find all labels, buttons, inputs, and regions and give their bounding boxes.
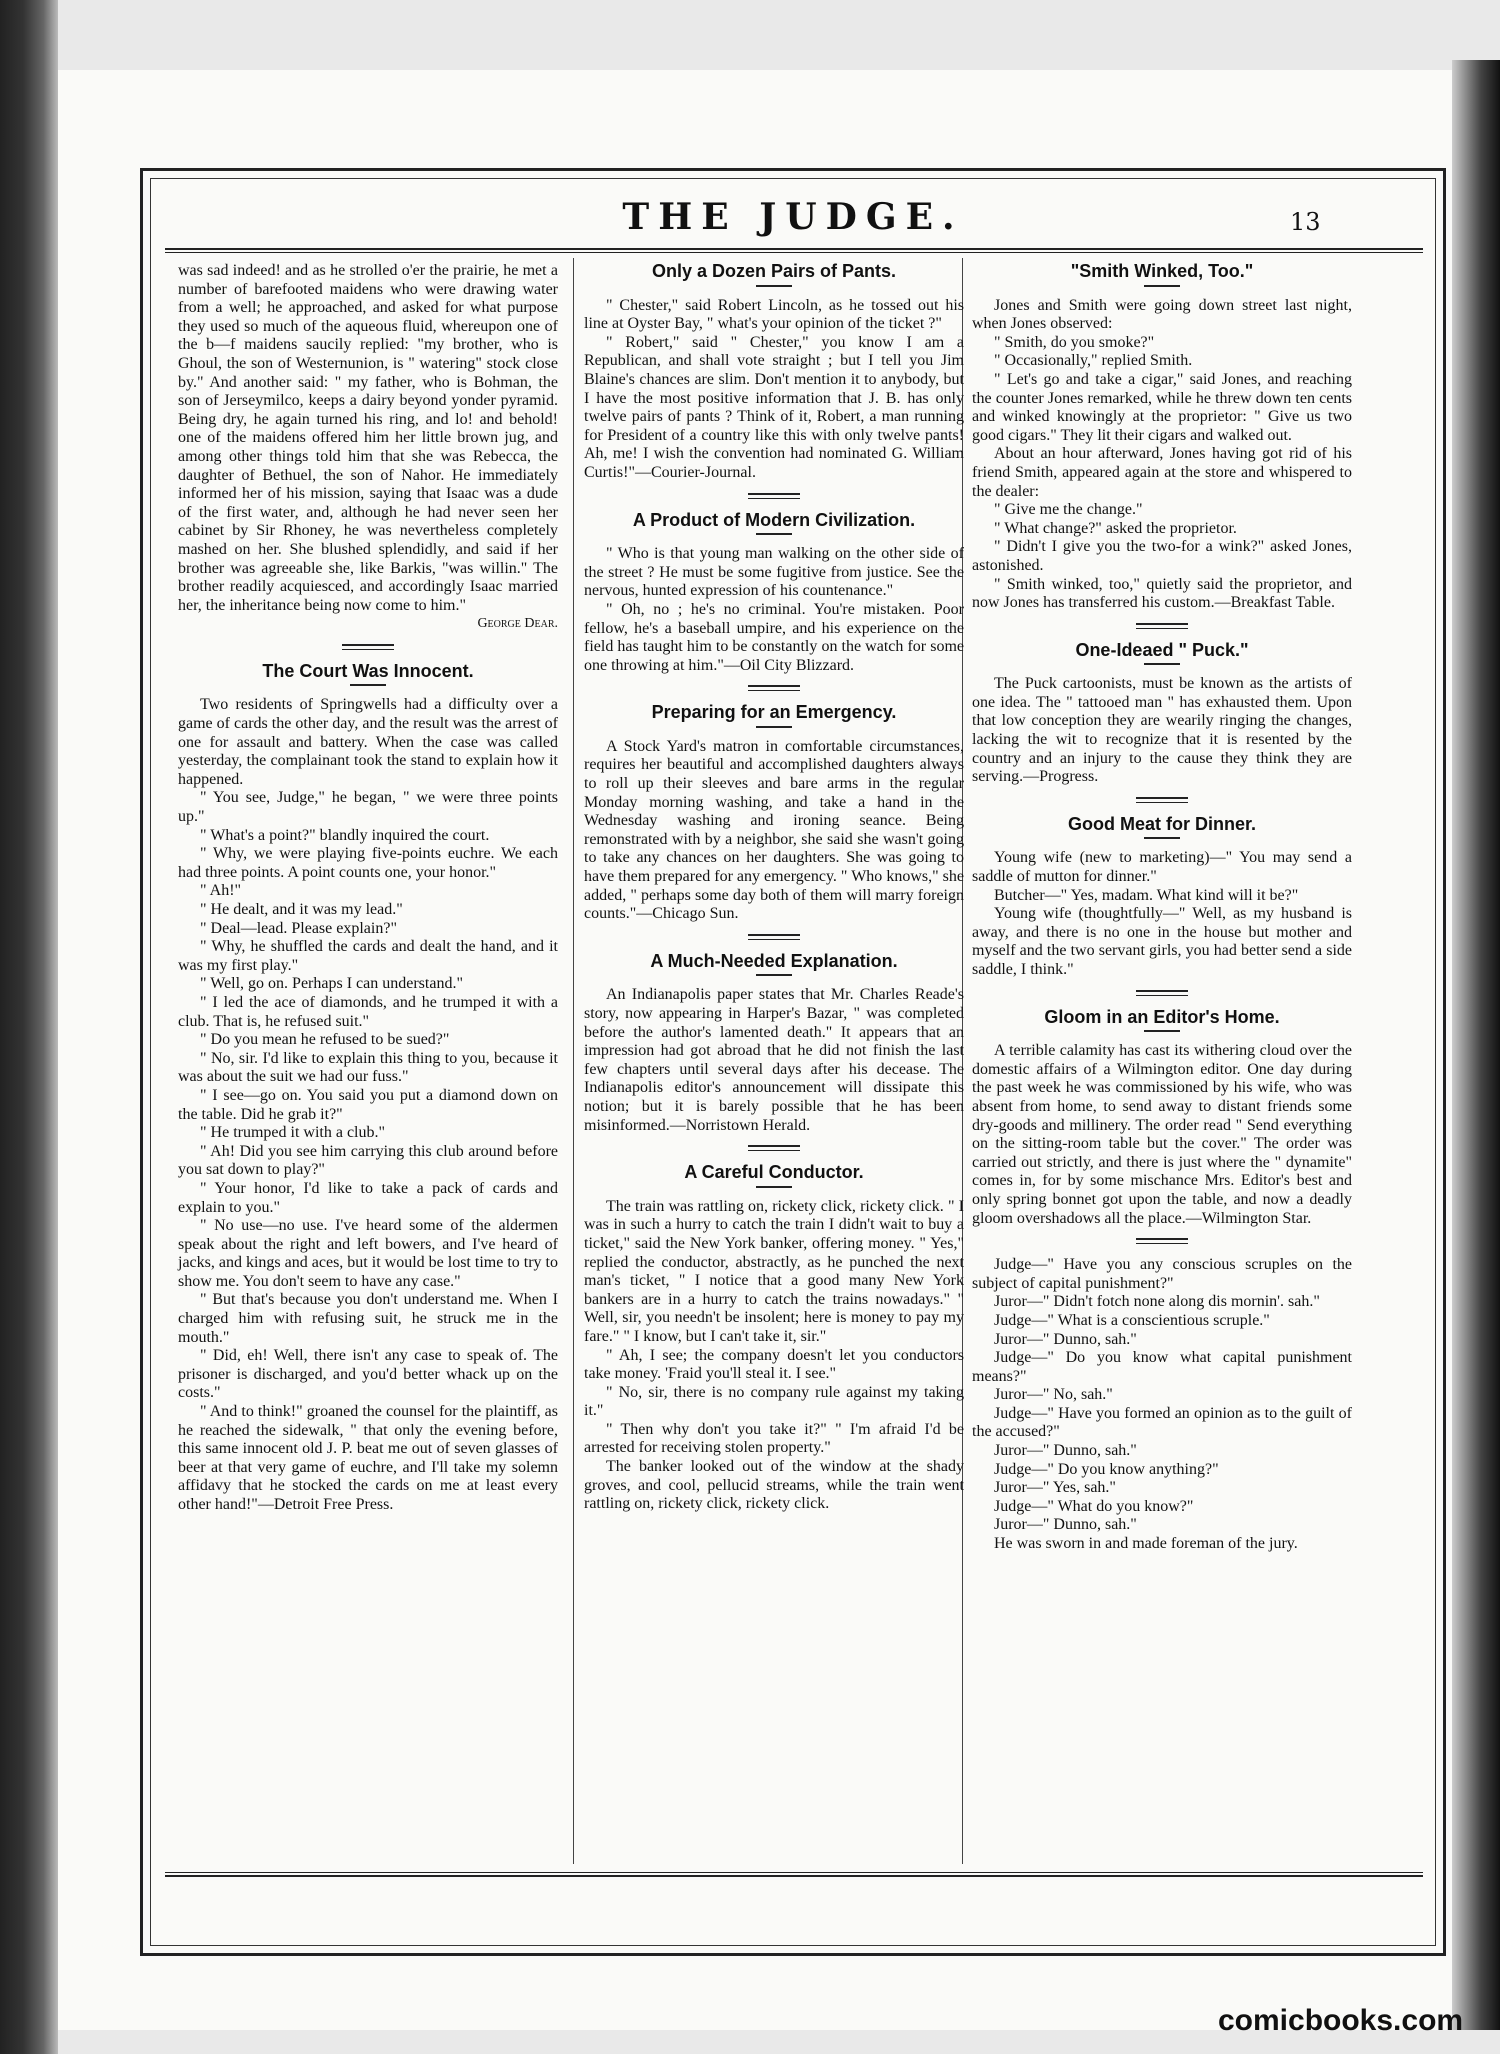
article-paragraph: " Why, he shuffled the cards and dealt the hand, and it was my first play.": [178, 938, 558, 974]
article-separator: [748, 493, 800, 499]
article-paragraph: " Chester," said Robert Lincoln, as he tossed out his line at Oyster Bay, " what's your opinion of the ticket ?": [584, 296, 964, 333]
article-paragraph: Judge—" What is a conscientious scruple.": [994, 1311, 1270, 1329]
article-paragraph: " I led the ace of diamonds, and he trumped it with a club. That is, he refused suit.": [178, 993, 558, 1030]
article-separator: [342, 644, 394, 650]
article-paragraph: Two residents of Springwells had a difficulty over a game of cards the other day, and the result was the arrest of one for assault and battery. When the case was called yesterday, the complainant took the stand to explain how it happened.: [178, 696, 558, 788]
heading-rule: [1144, 837, 1180, 839]
article-separator: [748, 1145, 800, 1151]
article-paragraph: " Deal—lead. Please explain?": [200, 919, 397, 937]
article-paragraph: The train was rattling on, rickety click, rickety click. " I was in such a hurry to catch the train I didn't wait to buy a ticket," said the New York banker, offering money. " Yes," replied the conductor, abstractly, as he punched the next man's ticket, " I notice that a good many New York bankers are in a hurry to catch the trains nowadays." " Well, sir, you needn't be insolent; here is money to pay my fare." " I know, but I can't take it, sir.": [584, 1197, 964, 1345]
heading-rule: [1144, 1030, 1180, 1032]
page-number: 13: [1290, 208, 1321, 236]
article-heading-smith: "Smith Winked, Too.": [1070, 261, 1254, 281]
article-paragraph: " Let's go and take a cigar," said Jones, and reaching the counter Jones remarked, while he threw down ten cents and winked knowingly at the proprietor: " Give us two good cigars." They lit their cigars and walked out.: [972, 370, 1352, 444]
article-paragraph: " Ah, I see; the company doesn't let you conductors take money. 'Fraid you'll steal it. I see.": [584, 1346, 964, 1383]
heading-rule: [350, 684, 386, 686]
article-paragraph: " Didn't I give you the two-for a wink?" asked Jones, astonished.: [972, 538, 1352, 574]
article-heading-puck: One-Ideaed " Puck.": [1075, 639, 1249, 660]
heading-rule: [756, 726, 792, 728]
article-paragraph: " No, sir. I'd like to explain this thing to you, because it was about the suit we had our fuss.": [178, 1049, 558, 1086]
article-paragraph: Judge—" Do you know anything?": [994, 1460, 1219, 1478]
article-paragraph: " Do you mean he refused to be sued?": [200, 1031, 450, 1049]
article-paragraph: " Your honor, I'd like to take a pack of cards and explain to you.": [178, 1179, 558, 1216]
article-paragraph: " He trumped it with a club.": [200, 1124, 386, 1142]
article-paragraph: He was sworn in and made foreman of the jury.: [994, 1535, 1298, 1553]
article-paragraph: " And to think!" groaned the counsel for the plaintiff, as he reached the sidewalk, " that only the evening before, this same innocent old J. P. beat me out of seven glasses of beer at that very game of euchre, and I'll take my solemn affidavy that he stocked the cards on me at least every other hand!"—Detroit Free Press.: [178, 1403, 558, 1513]
article-paragraph: Juror—" Yes, sah.": [994, 1479, 1116, 1497]
article-paragraph: Judge—" What do you know?": [994, 1497, 1194, 1515]
article-paragraph: was sad indeed! and as he strolled o'er the prairie, he met a number of barefooted maidens who were drawing water from a well; he approached, and asked for what purpose they used so much of the aqueous fluid, whereupon one of the b—f maidens saucily replied: "my brother, who is Ghoul, the son of Westernunion, is " watering" stock close by." And another said: " my father, who is Bohman, the son of Jerseymilco, keeps a dairy beyond yonder pyramid. Being dry, he again turned his ring, and lo! and behold! one of the maidens offered him her little brown jug, and among other things told him that she was Rebecca, the daughter of Bethuel, the son of Nahor. He immediately informed her of his mission, saying that Isaac was a dude of the first water, and, although he had never seen her cabinet by Sir Rhoney, he was nevertheless completely mashed on her. She blushed splendidly, and said if her brother was agreeable she, like Barkis, "was willin." The brother readily acquiesced, and accordingly Isaac married her, the inheritance being now come to him.": [178, 262, 558, 614]
footer-rule: [165, 1872, 1423, 1877]
article-paragraph: " But that's because you don't understand me. When I charged him with refusing suit, he struck me in the mouth.": [178, 1291, 558, 1346]
article-paragraph: " Smith winked, too," quietly said the proprietor, and now Jones has transferred his custom.—Breakfast Table.: [972, 575, 1352, 612]
article-paragraph: " Well, go on. Perhaps I can understand.": [200, 975, 463, 993]
column-1: [178, 262, 558, 1515]
article-heading-civilization: A Product of Modern Civilization.: [632, 509, 916, 530]
column-2: [584, 262, 964, 1514]
article-heading-explanation: A Much-Needed Explanation.: [650, 950, 898, 971]
article-separator: [1136, 797, 1188, 803]
article-paragraph: " What change?" asked the proprietor.: [994, 519, 1237, 537]
article-paragraph: The Puck cartoonists, must be known as the artists of one idea. The " tattooed man " has exhausted them. Upon that low conception they are wearily ringing the changes, lacking the wit to recognize that it is resented by the country and an injury to the cause they think they are serving.—Progress.: [972, 675, 1352, 786]
article-paragraph: The banker looked out of the window at the shady groves, and cool, pellucid streams, while the train went rattling on, rickety click, rickety click.: [584, 1458, 964, 1513]
article-paragraph: " Ah!": [200, 882, 242, 900]
article-heading-pants: Only a Dozen Pairs of Pants.: [651, 261, 897, 281]
article-paragraph: " Who is that young man walking on the other side of the street ? He must be some fugitive from justice. See the nervous, hunted expression of his countenance.": [584, 545, 964, 600]
article-paragraph: " Then why don't you take it?" " I'm afraid I'd be arrested for receiving stolen property.": [584, 1420, 964, 1457]
article-paragraph: " No, sir, there is no company rule against my taking it.": [584, 1383, 964, 1420]
article-paragraph: " Smith, do you smoke?": [994, 333, 1155, 351]
article-paragraph: Juror—" Didn't fotch none along dis mornin'. sah.": [994, 1293, 1320, 1311]
article-paragraph: A terrible calamity has cast its withering cloud over the domestic affairs of a Wilmington editor. One day during the past week he was commissioned by his wife, who was absent from home, to send away to distant friends some dry-goods and millinery. The order read " Send everything on the sitting-room table but the cover." The order was carried out strictly, and there is just where the " dynamite" comes in, for by some mischance Mrs. Editor's best and only spring bonnet got upon the table, and now a deadly gloom overshadows all the place.—Wilmington Star.: [972, 1042, 1352, 1227]
column-3: [972, 262, 1352, 1554]
article-paragraph: " What's a point?" blandly inquired the court.: [200, 826, 490, 844]
article-heading-court: The Court Was Innocent.: [262, 660, 474, 681]
article-heading-conductor: A Careful Conductor.: [684, 1162, 864, 1183]
article-paragraph: About an hour afterward, Jones having got rid of his friend Smith, appeared again at the store and whispered to the dealer:: [972, 445, 1352, 500]
article-paragraph: Young wife (thoughtfully—" Well, as my husband is away, and there is no one in the house but mother and myself and the two servant girls, you had better send a side saddle, I think.": [972, 905, 1352, 978]
article-paragraph: " Did, eh! Well, there isn't any case to speak of. The prisoner is discharged, and you'd better whack up on the costs.": [178, 1347, 558, 1402]
article-separator: [1136, 1238, 1188, 1244]
article-paragraph: Juror—" Dunno, sah.": [994, 1330, 1137, 1348]
article-paragraph: Judge—" Do you know what capital punishment means?": [972, 1349, 1352, 1385]
article-paragraph: " You see, Judge," he began, " we were three points up.": [178, 789, 558, 826]
article-paragraph: Juror—" Dunno, sah.": [994, 1442, 1137, 1460]
article-separator: [748, 934, 800, 940]
article-paragraph: " He dealt, and it was my lead.": [200, 901, 403, 918]
article-heading-gloom: Gloom in an Editor's Home.: [1044, 1006, 1280, 1027]
page-edge-shadow: [1452, 60, 1500, 2030]
header-rule: [165, 248, 1423, 253]
article-paragraph: " Oh, no ; he's no criminal. You're mistaken. Poor fellow, he's a baseball umpire, and his experience on the field has taught him to be constantly on the watch for some one throwing at him."—Oil City Blizzard.: [584, 600, 964, 674]
article-paragraph: Juror—" No, sah.": [994, 1386, 1113, 1404]
article-heading-meat: Good Meat for Dinner.: [1067, 813, 1256, 834]
article-paragraph: An Indianapolis paper states that Mr. Charles Reade's story, now appearing in Harper's Bazar, " was completed before the author's lamented death." It appears that an impression had got abroad that he did not finish the last few chapters until several days after his decease. The Indianapolis editor's announcement will dissipate this notion; but it is barely possible that he has been misinformed.—Norristown Herald.: [584, 986, 964, 1134]
article-paragraph: Butcher—" Yes, madam. What kind will it be?": [994, 886, 1299, 904]
article-paragraph: Juror—" Dunno, sah.": [994, 1516, 1137, 1534]
article-heading-emergency: Preparing for an Emergency.: [651, 702, 897, 723]
site-watermark: comicbooks.com: [1218, 2004, 1464, 2037]
column-rule-1: [573, 258, 574, 1864]
article-paragraph: Judge—" Have you any conscious scruples on the subject of capital punishment?": [972, 1256, 1352, 1292]
article-paragraph: Young wife (new to marketing)—" You may send a saddle of mutton for dinner.": [972, 849, 1352, 886]
heading-rule: [756, 974, 792, 976]
article-paragraph: " Occasionally," replied Smith.: [994, 352, 1193, 370]
article-paragraph: " No use—no use. I've heard some of the aldermen speak about the right and left bowers, and I've heard of jacks, and kings and aces, but it would be lost time to try to show me. You don't seem to have any case.": [178, 1217, 558, 1290]
heading-rule: [756, 285, 792, 287]
heading-rule: [756, 533, 792, 535]
masthead-title: THE JUDGE.: [622, 196, 964, 238]
article-signature: George Dear.: [477, 616, 558, 632]
binding-gutter: [0, 0, 58, 2054]
article-paragraph: " Ah! Did you see him carrying this club around before you sat down to play?": [178, 1142, 558, 1179]
article-paragraph: " I see—go on. You said you put a diamond down on the table. Did he grab it?": [178, 1086, 558, 1123]
heading-rule: [1144, 663, 1180, 665]
article-paragraph: " Give me the change.": [994, 501, 1143, 519]
heading-rule: [756, 1186, 792, 1188]
article-paragraph: " Why, we were playing five-points euchre. We each had three points. A point counts one, your honor.": [178, 845, 558, 881]
article-separator: [1136, 623, 1188, 629]
article-paragraph: Judge—" Have you formed an opinion as to the guilt of the accused?": [972, 1404, 1352, 1441]
article-separator: [1136, 990, 1188, 996]
article-paragraph: A Stock Yard's matron in comfortable circumstances, requires her beautiful and accomplished daughters always to roll up their sleeves and bare arms in the regular Monday morning washing, and take a hand in the Wednesday washing and ironing seance. Being remonstrated with by a neighbor, she said she wasn't going to take any chances on her daughters. She was going to have them prepared for any emergency. " Who knows," she added, " perhaps some day both of them will marry foreign counts."—Chicago Sun.: [584, 737, 964, 923]
article-paragraph: Jones and Smith were going down street last night, when Jones observed:: [972, 296, 1352, 333]
heading-rule: [1144, 285, 1180, 287]
article-separator: [748, 685, 800, 691]
article-paragraph: " Robert," said " Chester," you know I am a Republican, and shall vote straight ; but I tell you Jim Blaine's chances are slim. Don't mention it to anybody, but I have the most positive information that J. B. has only twelve pairs of pants ? Think of it, Robert, a man running for President of a country like this with only twelve pants! Ah, me! I wish the convention had nominated G. William Curtis!"—Courier-Journal.: [584, 333, 964, 481]
